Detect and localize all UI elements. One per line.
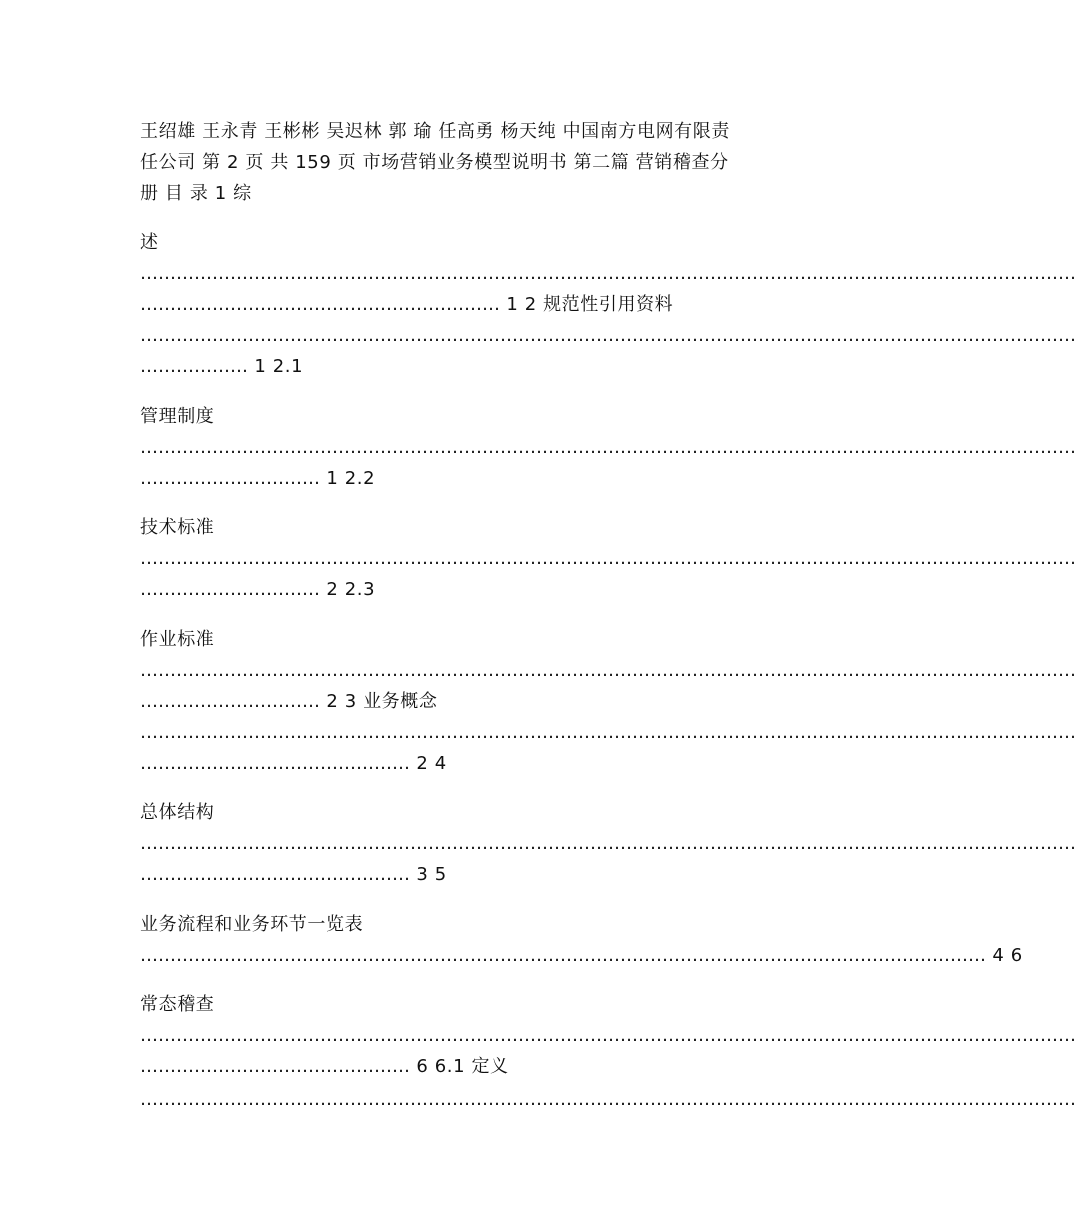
toc-entry-line — [140, 293, 673, 317]
toc-entry-line — [140, 578, 375, 602]
toc-leader: ………………………………………………………………………………………………………………………………………… — [140, 722, 1076, 743]
header-line-2: 任公司 第 2 页 共 159 页 市场营销业务模型说明书 第二篇 营销稽查分 — [140, 152, 729, 173]
toc-leader: ………………………… — [140, 579, 320, 600]
toc-title-technical: 技术标准 — [140, 517, 215, 538]
toc-leader: ………………………………………………………………………………………………………………………………………… — [140, 833, 1076, 854]
toc-entry-suffix: 6 6.1 定义 — [416, 1056, 509, 1077]
toc-entry-line — [140, 944, 1023, 968]
toc-entry-suffix: 1 2.2 — [326, 468, 376, 489]
toc-leader: ………………………… — [140, 691, 320, 712]
toc-leader: ………………………………………………………………………………………………………………………………………… — [140, 437, 1076, 458]
toc-leader: ……………………………………… — [140, 753, 410, 774]
toc-entry-line — [140, 863, 447, 887]
toc-leader: ……………………………………… — [140, 1056, 410, 1077]
toc-leader: ………………………………………………………………………………………………………………………………………… — [140, 660, 1076, 681]
toc-title-operation: 作业标准 — [140, 629, 215, 650]
toc-entry-line — [140, 752, 447, 776]
toc-entry-suffix: 3 5 — [416, 864, 447, 885]
toc-leader: ……………………………………… — [140, 864, 410, 885]
toc-entry-line — [140, 690, 437, 714]
toc-entry-line — [140, 467, 375, 491]
toc-title-overview: 述 — [140, 232, 159, 253]
toc-leader: ………………………………………………………………………………………………………………………………………… — [140, 325, 1076, 346]
toc-entry-suffix: 2 2.3 — [326, 579, 376, 600]
toc-leader: ………………………………………………………………………………………………………………………………………… — [140, 263, 1076, 284]
toc-title-management: 管理制度 — [140, 406, 215, 427]
toc-entry-suffix: 2 4 — [416, 753, 447, 774]
toc-entry-suffix: 1 2.1 — [254, 356, 304, 377]
toc-leader: ………………………………………………………………………………………………………………………………………… — [140, 548, 1076, 569]
toc-entry-line — [140, 355, 303, 379]
toc-leader: ………………………… — [140, 468, 320, 489]
toc-leader: ………………………………………………………………………………………………………………………………………… — [140, 1025, 1076, 1046]
toc-leader: …………………………………………………… — [140, 294, 500, 315]
toc-leader: ……………… — [140, 356, 248, 377]
header-line-3: 册 目 录 1 综 — [140, 183, 252, 204]
toc-entry-line — [140, 1055, 509, 1079]
toc-title-process-list: 业务流程和业务环节一览表 — [140, 914, 364, 935]
toc-entry-suffix: 4 6 — [992, 945, 1023, 966]
toc-leader: …………………………………………………………………………………………………………………………… — [140, 945, 986, 966]
toc-title-routine-audit: 常态稽查 — [140, 994, 215, 1015]
toc-entry-suffix: 1 2 规范性引用资料 — [506, 294, 674, 315]
toc-entry-suffix: 2 3 业务概念 — [326, 691, 438, 712]
header-line-1: 王绍雄 王永青 王彬彬 吴迟林 郭 瑜 任高勇 杨天纯 中国南方电网有限责 — [140, 121, 730, 142]
toc-leader: ………………………………………………………………………………………………………………………………………… — [140, 1089, 1076, 1110]
toc-title-structure: 总体结构 — [140, 802, 215, 823]
